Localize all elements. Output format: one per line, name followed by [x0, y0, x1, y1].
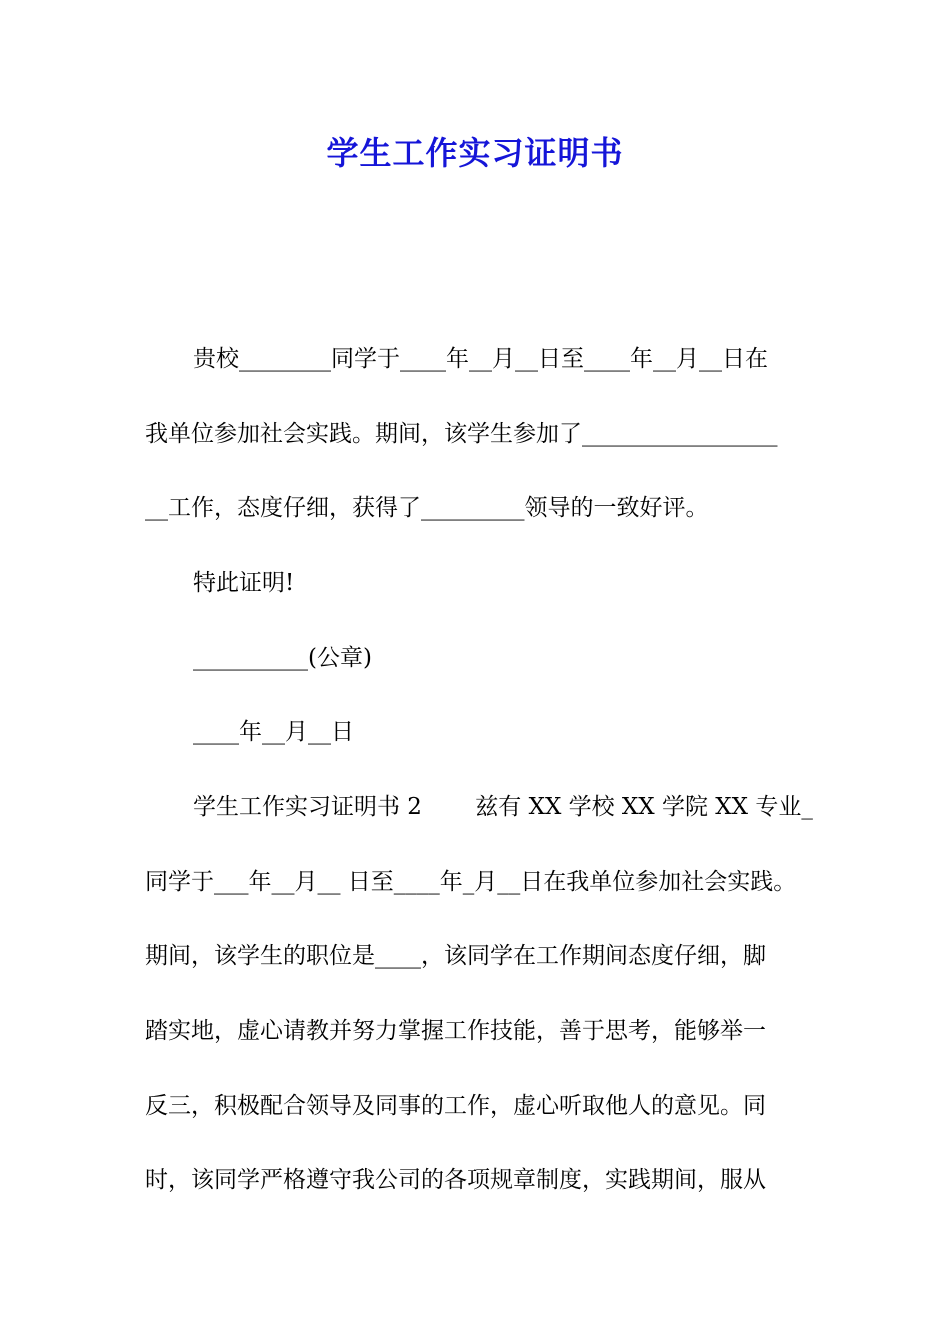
text-line: 期间，该学生的职位是____，该同学在工作期间态度仔细，脚 — [145, 943, 766, 969]
text-line: 学生工作实习证明书 2 兹有 XX 学校 XX 学院 XX 专业_ — [193, 794, 813, 820]
document-title: 学生工作实习证明书 — [326, 134, 624, 172]
text-line: 特此证明! — [193, 570, 295, 596]
text-line: __工作，态度仔细，获得了_________领导的一致好评。 — [145, 495, 709, 521]
text-line: 我单位参加社会实践。期间，该学生参加了_________________ — [145, 421, 778, 447]
text-line: 反三，积极配合领导及同事的工作，虚心听取他人的意见。同 — [145, 1093, 766, 1119]
text-line: 时，该同学严格遵守我公司的各项规章制度，实践期间，服从 — [145, 1167, 766, 1193]
text-line: ____年__月__日 — [193, 719, 354, 745]
text-line: 贵校________同学于____年__月__日至____年__月__日在 — [193, 346, 768, 372]
text-line: 踏实地，虚心请教并努力掌握工作技能，善于思考，能够举一 — [145, 1018, 766, 1044]
text-line: __________(公章) — [193, 645, 372, 671]
text-line: 同学于___年__月__ 日至____年_月__日在我单位参加社会实践。 — [145, 869, 797, 895]
